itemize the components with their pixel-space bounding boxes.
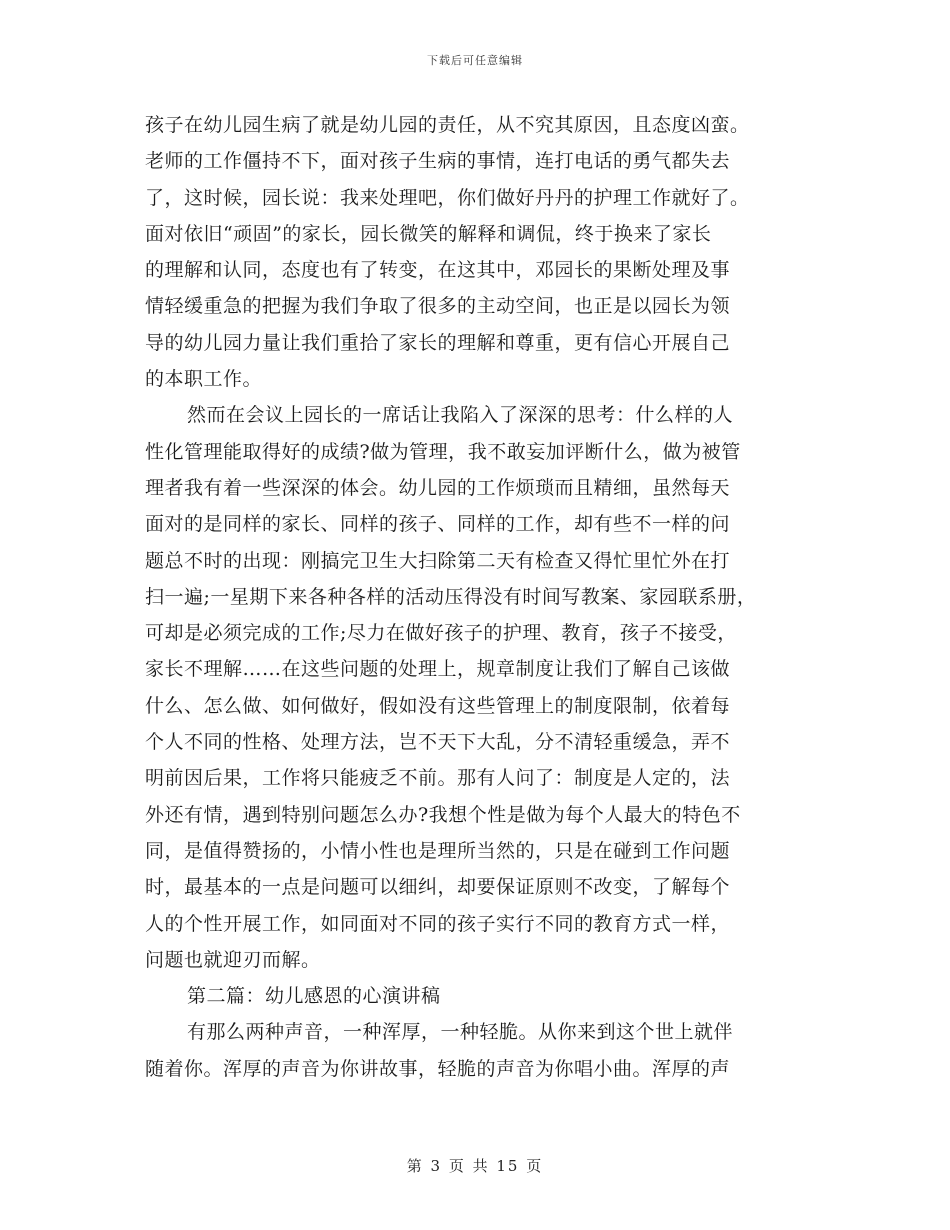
text-line: 时，最基本的一点是问题可以细纠，却要保证原则不改变，了解每个 — [145, 876, 731, 899]
text-line: 的本职工作。 — [145, 368, 263, 391]
text-line: 同，是值得赞扬的，小情小性也是理所当然的，只是在碰到工作问题 — [145, 839, 731, 862]
text-line: 随着你。浑厚的声音为你讲故事，轻脆的声音为你唱小曲。浑厚的声 — [145, 1057, 731, 1080]
text-line: 什么、怎么做、如何做好，假如没有这些管理上的制度限制，依着每 — [145, 694, 731, 717]
text-line: 个人不同的性格、处理方法，岂不天下大乱，分不清轻重缓急，弄不 — [145, 731, 731, 754]
text-line: 外还有情，遇到特别问题怎么办?我想个性是做为每个人最大的特色不 — [145, 803, 741, 826]
text-line: 老师的工作僵持不下，面对孩子生病的事情，连打电话的勇气都失去 — [145, 150, 731, 173]
text-line: 理者我有着一些深深的体会。幼儿园的工作烦琐而且精细，虽然每天 — [145, 476, 731, 499]
text-line: 家长不理解……在这些问题的处理上，规章制度让我们了解自己该做 — [145, 658, 731, 681]
text-line: 可却是必须完成的工作;尽力在做好孩子的护理、教育，孩子不接受， — [145, 622, 737, 645]
text-line: 的理解和认同，态度也有了转变，在这其中，邓园长的果断处理及事 — [145, 259, 731, 282]
page-footer: 第 3 页 共 15 页 — [406, 1157, 544, 1175]
paragraph-start-line: 有那么两种声音，一种浑厚，一种轻脆。从你来到这个世上就伴 — [187, 1021, 734, 1044]
text-line: 导的幼儿园力量让我们重拾了家长的理解和尊重，更有信心开展自己 — [145, 331, 731, 354]
section-heading: 第二篇：幼儿感恩的心演讲稿 — [187, 985, 441, 1008]
text-line: 孩子在幼儿园生病了就是幼儿园的责任，从不究其原因，且态度凶蛮。 — [145, 114, 750, 136]
text-line: 性化管理能取得好的成绩?做为管理，我不敢妄加评断什么，做为被管 — [145, 440, 741, 463]
document-body — [145, 107, 807, 1087]
text-line: 问题也就迎刃而解。 — [145, 948, 321, 971]
paragraph-start-line: 然而在会议上园长的一席话让我陷入了深深的思考：什么样的人 — [187, 404, 734, 427]
text-line: 题总不时的出现：刚搞完卫生大扫除第二天有检查又得忙里忙外在打 — [145, 549, 731, 572]
text-line: 扫一遍;一星期下来各种各样的活动压得没有时间写教案、家园联系册， — [145, 585, 757, 608]
text-line: 面对的是同样的家长、同样的孩子、同样的工作，却有些不一样的问 — [145, 513, 731, 536]
text-line: 明前因后果，工作将只能疲乏不前。那有人问了：制度是人定的，法 — [145, 767, 731, 790]
text-line: 面对依旧“顽固”的家长，园长微笑的解释和调侃，终于换来了家长 — [145, 222, 712, 245]
text-line: 了，这时候，园长说：我来处理吧，你们做好丹丹的护理工作就好了。 — [145, 186, 750, 209]
text-line: 人的个性开展工作，如同面对不同的孩子实行不同的教育方式一样， — [145, 912, 731, 935]
text-line: 情轻缓重急的把握为我们争取了很多的主动空间，也正是以园长为领 — [145, 295, 731, 318]
page-header: 下载后可任意编辑 — [427, 54, 523, 67]
